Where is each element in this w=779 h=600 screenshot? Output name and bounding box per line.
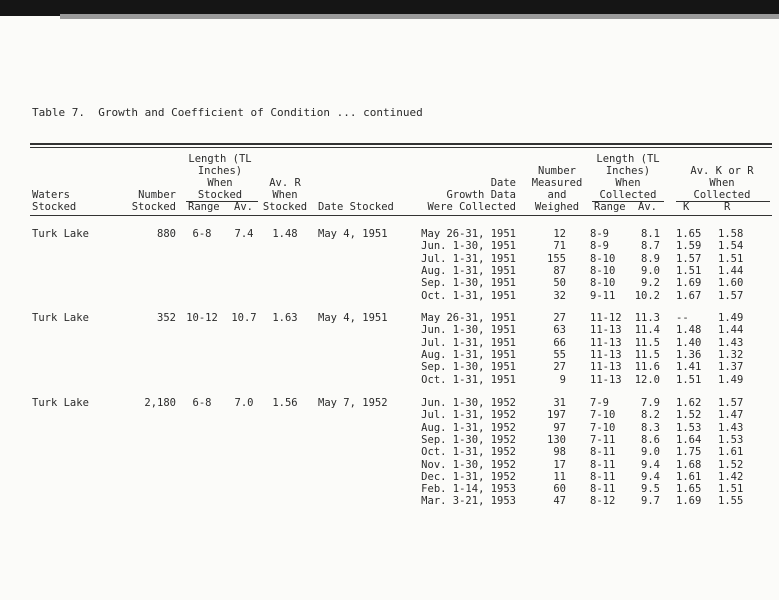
cell-date-collected: Oct. 1-31, 1951 — [421, 374, 516, 386]
header-k: K — [683, 201, 690, 213]
header-length-collected-3: When — [615, 177, 641, 189]
cell-av-collected: 8.2 — [641, 409, 660, 421]
cell-date-collected: Oct. 1-31, 1951 — [421, 290, 516, 302]
cell-date-collected: Jun. 1-30, 1952 — [421, 397, 516, 409]
cell-range-collected: 8-10 — [590, 277, 616, 289]
cell-av-collected: 8.7 — [641, 240, 660, 252]
cell-r: 1.61 — [718, 446, 744, 458]
cell-av-stocked: 10.7 — [231, 312, 257, 324]
cell-range-collected: 11-12 — [590, 312, 622, 324]
cell-number-measured: 47 — [553, 495, 566, 507]
cell-r: 1.54 — [718, 240, 744, 252]
cell-range-collected: 8-11 — [590, 459, 616, 471]
cell-av-collected: 9.7 — [641, 495, 660, 507]
cell-range-collected: 11-13 — [590, 349, 622, 361]
cell-date-collected: Jul. 1-31, 1951 — [421, 253, 516, 265]
cell-range-collected: 11-13 — [590, 361, 622, 373]
cell-date-collected: May 26-31, 1951 — [421, 312, 516, 324]
header-date-stocked: Date Stocked — [318, 201, 394, 213]
header-number-2: Stocked — [131, 201, 176, 213]
header-range-2: Range — [594, 201, 626, 213]
cell-range-stocked: 6-8 — [192, 397, 212, 409]
cell-number-measured: 63 — [553, 324, 566, 336]
cell-number-measured: 31 — [553, 397, 566, 409]
table-caption: Table 7. Growth and Coefficient of Condition ... continued — [32, 106, 423, 119]
cell-number-measured: 55 — [553, 349, 566, 361]
header-waters-1: Waters — [32, 189, 70, 201]
cell-av-collected: 11.5 — [634, 337, 660, 349]
header-length-stocked-1: Length (TL — [188, 153, 252, 165]
cell-number-measured: 98 — [553, 446, 566, 458]
cell-k: 1.75 — [676, 446, 702, 458]
cell-k: 1.48 — [676, 324, 702, 336]
header-measured-3: and — [547, 189, 567, 201]
cell-k: 1.62 — [676, 397, 702, 409]
cell-k: 1.51 — [676, 374, 702, 386]
header-length-stocked-4: Stocked — [197, 189, 243, 201]
cell-k: 1.69 — [676, 495, 702, 507]
cell-k: 1.36 — [676, 349, 702, 361]
cell-number-measured: 130 — [547, 434, 566, 446]
cell-number-measured: 50 — [553, 277, 566, 289]
header-date-collected-1: Date — [490, 177, 516, 189]
header-k-or-r-underline — [676, 201, 770, 202]
cell-range-stocked: 10-12 — [186, 312, 218, 324]
header-measured-4: Weighed — [534, 201, 580, 213]
cell-number-measured: 11 — [553, 471, 566, 483]
cell-range-collected: 7-10 — [590, 409, 616, 421]
cell-range-collected: 8-9 — [590, 240, 609, 252]
cell-number-measured: 66 — [553, 337, 566, 349]
cell-r: 1.43 — [718, 337, 744, 349]
cell-r: 1.42 — [718, 471, 744, 483]
cell-number-measured: 12 — [553, 228, 566, 240]
cell-r: 1.52 — [718, 459, 744, 471]
cell-r: 1.58 — [718, 228, 744, 240]
cell-date-collected: Aug. 1-31, 1951 — [421, 349, 516, 361]
cell-date-collected: Aug. 1-31, 1951 — [421, 265, 516, 277]
cell-date-collected: Jun. 1-30, 1951 — [421, 240, 516, 252]
cell-av-collected: 9.5 — [641, 483, 660, 495]
cell-av-collected: 8.3 — [641, 422, 660, 434]
cell-k: -- — [676, 312, 689, 324]
cell-av-collected: 9.4 — [641, 471, 660, 483]
cell-r: 1.49 — [718, 374, 744, 386]
cell-date-stocked: May 4, 1951 — [318, 228, 388, 240]
cell-date-collected: May 26-31, 1951 — [421, 228, 516, 240]
header-length-collected-4: Collected — [599, 189, 657, 201]
cell-k: 1.67 — [676, 290, 702, 302]
cell-r: 1.43 — [718, 422, 744, 434]
header-k-or-r-3: Collected — [693, 189, 751, 201]
cell-range-stocked: 6-8 — [192, 228, 212, 240]
cell-range-collected: 8-10 — [590, 265, 616, 277]
cell-number-stocked: 880 — [157, 228, 176, 240]
cell-r: 1.55 — [718, 495, 744, 507]
cell-date-collected: Jul. 1-31, 1951 — [421, 337, 516, 349]
header-k-or-r-2: When — [709, 177, 735, 189]
cell-number-stocked: 352 — [157, 312, 176, 324]
cell-r: 1.53 — [718, 434, 744, 446]
header-measured-2: Measured — [531, 177, 583, 189]
cell-k: 1.65 — [676, 228, 702, 240]
cell-av-collected: 11.5 — [634, 349, 660, 361]
header-r: R — [724, 201, 731, 213]
header-length-collected-2: Inches) — [605, 165, 651, 177]
table-top-rule-thin — [30, 147, 772, 148]
cell-number-measured: 97 — [553, 422, 566, 434]
cell-range-collected: 11-13 — [590, 337, 622, 349]
cell-waters: Turk Lake — [32, 228, 89, 240]
cell-av-collected: 9.4 — [641, 459, 660, 471]
cell-avr-stocked: 1.56 — [272, 397, 298, 409]
cell-number-measured: 32 — [553, 290, 566, 302]
cell-range-collected: 11-13 — [590, 374, 622, 386]
cell-av-stocked: 7.0 — [234, 397, 254, 409]
cell-date-collected: Jun. 1-30, 1951 — [421, 324, 516, 336]
cell-number-measured: 71 — [553, 240, 566, 252]
cell-range-collected: 8-11 — [590, 446, 616, 458]
cell-date-collected: Dec. 1-31, 1952 — [421, 471, 516, 483]
cell-av-collected: 9.0 — [641, 446, 660, 458]
cell-range-collected: 7-10 — [590, 422, 616, 434]
cell-av-collected: 8.1 — [641, 228, 660, 240]
cell-k: 1.53 — [676, 422, 702, 434]
cell-range-collected: 11-13 — [590, 324, 622, 336]
cell-r: 1.37 — [718, 361, 744, 373]
cell-range-collected: 8-12 — [590, 495, 616, 507]
cell-av-collected: 11.4 — [634, 324, 660, 336]
cell-date-collected: Sep. 1-30, 1951 — [421, 277, 516, 289]
cell-date-collected: Sep. 1-30, 1951 — [421, 361, 516, 373]
cell-date-collected: Oct. 1-31, 1952 — [421, 446, 516, 458]
header-number-1: Number — [138, 189, 176, 201]
cell-avr-stocked: 1.63 — [272, 312, 298, 324]
cell-av-collected: 11.3 — [634, 312, 660, 324]
cell-number-measured: 27 — [553, 312, 566, 324]
cell-r: 1.49 — [718, 312, 744, 324]
cell-k: 1.52 — [676, 409, 702, 421]
cell-r: 1.51 — [718, 483, 744, 495]
cell-number-measured: 197 — [547, 409, 566, 421]
cell-r: 1.47 — [718, 409, 744, 421]
cell-range-collected: 9-11 — [590, 290, 616, 302]
header-length-stocked-2: Inches) — [197, 165, 243, 177]
cell-k: 1.69 — [676, 277, 702, 289]
header-avr-2: When — [272, 189, 298, 201]
header-bottom-rule — [30, 215, 772, 216]
cell-range-collected: 7-11 — [590, 434, 616, 446]
cell-avr-stocked: 1.48 — [272, 228, 298, 240]
cell-av-collected: 10.2 — [634, 290, 660, 302]
header-measured-1: Number — [538, 165, 576, 177]
cell-av-collected: 8.6 — [641, 434, 660, 446]
cell-range-collected: 8-11 — [590, 471, 616, 483]
cell-number-measured: 27 — [553, 361, 566, 373]
cell-r: 1.51 — [718, 253, 744, 265]
cell-waters: Turk Lake — [32, 312, 89, 324]
cell-av-collected: 7.9 — [641, 397, 660, 409]
cell-date-collected: Aug. 1-31, 1952 — [421, 422, 516, 434]
cell-k: 1.51 — [676, 265, 702, 277]
cell-number-stocked: 2,180 — [144, 397, 176, 409]
cell-k: 1.64 — [676, 434, 702, 446]
header-av-2: Av. — [638, 201, 657, 213]
cell-r: 1.44 — [718, 324, 744, 336]
cell-av-stocked: 7.4 — [234, 228, 254, 240]
cell-av-collected: 9.2 — [641, 277, 660, 289]
cell-date-collected: Feb. 1-14, 1953 — [421, 483, 516, 495]
cell-k: 1.40 — [676, 337, 702, 349]
cell-k: 1.57 — [676, 253, 702, 265]
cell-date-collected: Sep. 1-30, 1952 — [421, 434, 516, 446]
header-waters-2: Stocked — [32, 201, 77, 213]
header-avr-1: Av. R — [269, 177, 301, 189]
header-date-collected-2: Growth Data — [446, 189, 516, 201]
cell-av-collected: 8.9 — [641, 253, 660, 265]
cell-range-collected: 8-9 — [590, 228, 609, 240]
cell-r: 1.57 — [718, 290, 744, 302]
cell-date-stocked: May 4, 1951 — [318, 312, 388, 324]
header-range: Range — [188, 201, 220, 213]
cell-date-stocked: May 7, 1952 — [318, 397, 388, 409]
cell-av-collected: 12.0 — [634, 374, 660, 386]
header-date-collected-3: Were Collected — [427, 201, 516, 213]
header-avr-3: Stocked — [262, 201, 308, 213]
cell-range-collected: 8-10 — [590, 253, 616, 265]
cell-range-collected: 8-11 — [590, 483, 616, 495]
cell-r: 1.60 — [718, 277, 744, 289]
cell-number-measured: 87 — [553, 265, 566, 277]
cell-waters: Turk Lake — [32, 397, 89, 409]
cell-number-measured: 60 — [553, 483, 566, 495]
header-length-collected-1: Length (TL — [596, 153, 660, 165]
cell-k: 1.41 — [676, 361, 702, 373]
cell-date-collected: Jul. 1-31, 1952 — [421, 409, 516, 421]
cell-date-collected: Mar. 3-21, 1953 — [421, 495, 516, 507]
cell-date-collected: Nov. 1-30, 1952 — [421, 459, 516, 471]
cell-r: 1.57 — [718, 397, 744, 409]
scan-edge-shadow — [60, 14, 779, 19]
header-av: Av. — [234, 201, 253, 213]
cell-range-collected: 7-9 — [590, 397, 609, 409]
cell-number-measured: 9 — [559, 374, 566, 386]
cell-r: 1.44 — [718, 265, 744, 277]
cell-av-collected: 11.6 — [634, 361, 660, 373]
header-k-or-r-1: Av. K or R — [690, 165, 754, 177]
cell-av-collected: 9.0 — [641, 265, 660, 277]
cell-k: 1.65 — [676, 483, 702, 495]
cell-number-measured: 155 — [547, 253, 566, 265]
cell-k: 1.61 — [676, 471, 702, 483]
header-length-stocked-3: When — [207, 177, 233, 189]
cell-number-measured: 17 — [553, 459, 566, 471]
cell-k: 1.59 — [676, 240, 702, 252]
table-top-rule — [30, 143, 772, 145]
cell-k: 1.68 — [676, 459, 702, 471]
cell-r: 1.32 — [718, 349, 744, 361]
